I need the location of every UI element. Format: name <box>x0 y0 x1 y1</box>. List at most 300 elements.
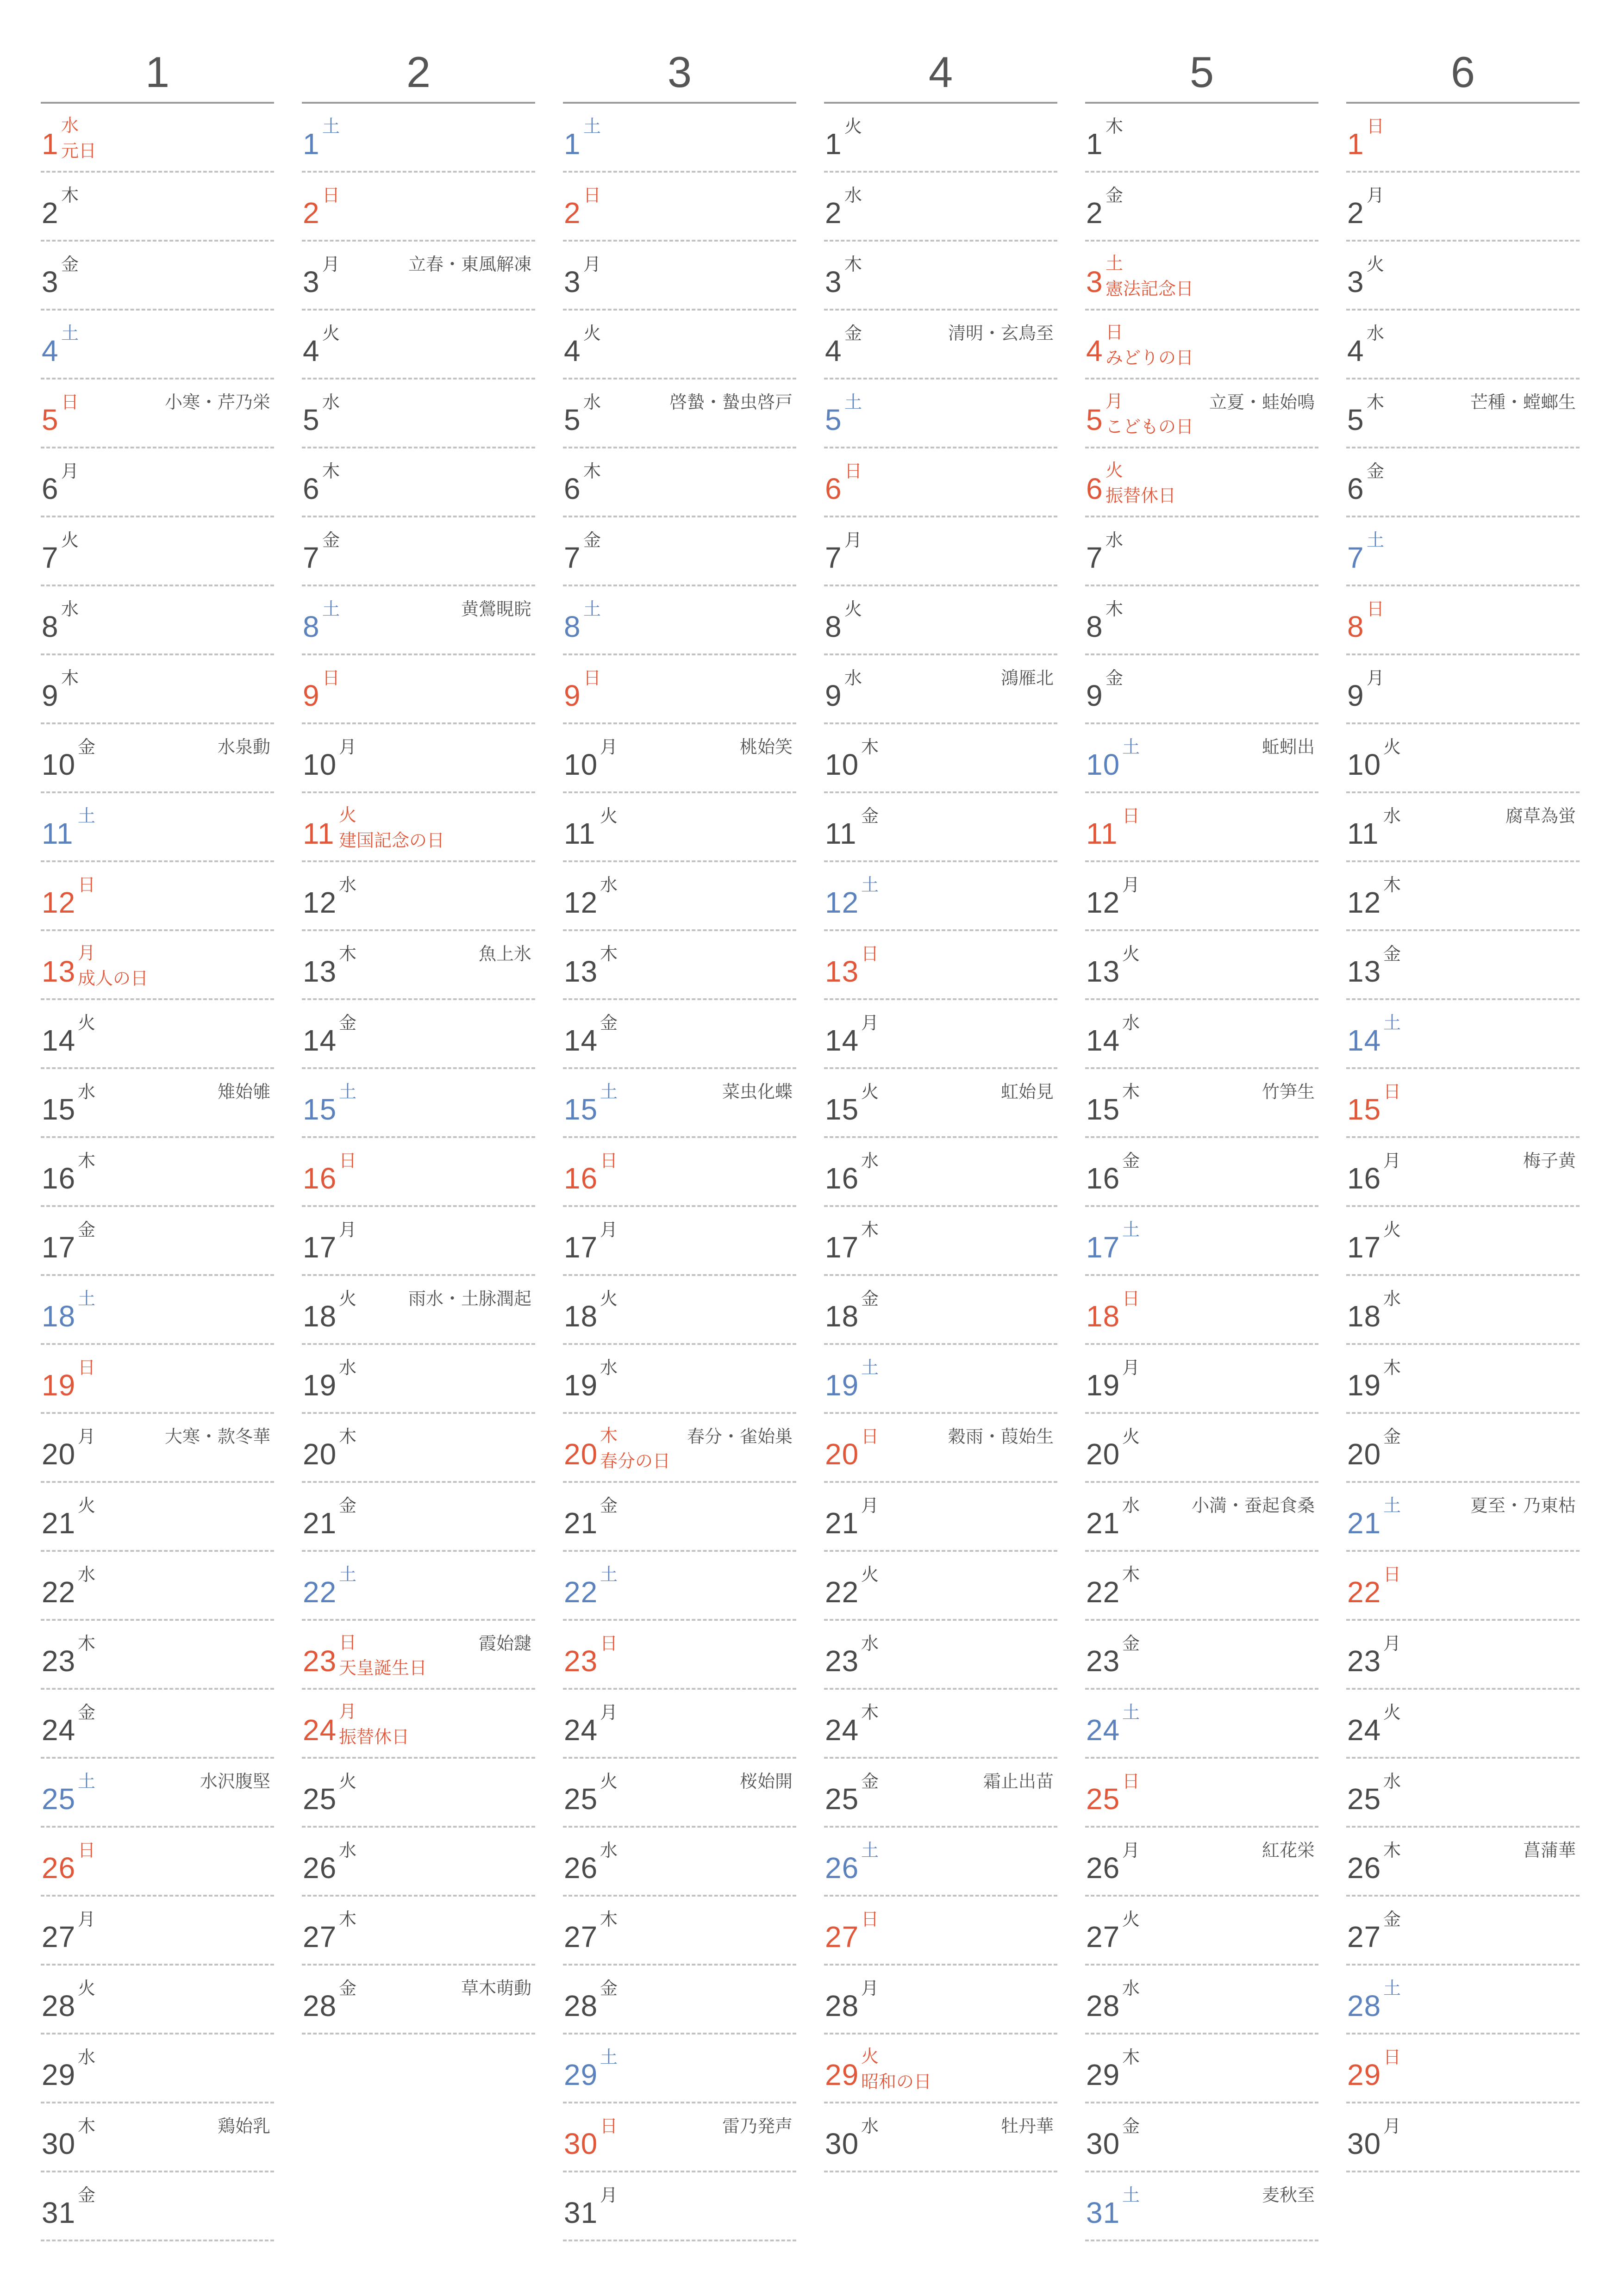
day-number: 24 <box>825 1713 859 1747</box>
weekday-label: 火 <box>1122 944 1140 964</box>
seasonal-term: 穀雨・葭始生 <box>948 1426 1054 1447</box>
day-number: 10 <box>1347 748 1381 781</box>
weekday-label: 月 <box>600 1702 618 1723</box>
day-number: 5 <box>825 403 842 436</box>
weekday-label: 土 <box>1122 2185 1140 2205</box>
weekday-label: 木 <box>78 1633 96 1654</box>
weekday-label: 木 <box>78 1151 96 1171</box>
day-row <box>563 1759 796 1828</box>
weekday-label: 火 <box>1383 1220 1401 1240</box>
seasonal-term: 蚯蚓出 <box>1262 737 1315 757</box>
day-row <box>41 1069 274 1138</box>
day-row <box>1085 655 1318 724</box>
day-number: 16 <box>303 1162 337 1195</box>
day-number: 7 <box>42 541 59 574</box>
day-number: 3 <box>1086 265 1103 299</box>
day-number: 27 <box>825 1920 859 1954</box>
weekday-label: 水 <box>583 392 601 412</box>
seasonal-term: 黄鶯睍睆 <box>461 599 531 619</box>
weekday-label: 土 <box>1383 1013 1401 1033</box>
day-number: 2 <box>42 196 59 230</box>
day-row <box>563 311 796 380</box>
day-number: 2 <box>303 196 320 230</box>
day-number: 25 <box>1347 1782 1381 1816</box>
day-row <box>563 2103 796 2172</box>
seasonal-term: 草木萌動 <box>461 1978 531 1998</box>
weekday-label: 月 <box>78 1426 96 1447</box>
day-number: 22 <box>564 1575 598 1609</box>
day-number: 17 <box>825 1231 859 1264</box>
seasonal-term: 鴻雁北 <box>1000 668 1054 688</box>
weekday-label: 火 <box>322 323 340 343</box>
holiday-name: こどもの日 <box>1106 417 1194 437</box>
weekday-label: 月 <box>1383 1151 1401 1171</box>
weekday-label: 日 <box>1106 322 1124 342</box>
day-number: 6 <box>42 472 59 505</box>
day-number: 3 <box>42 265 59 299</box>
day-row <box>1085 104 1318 173</box>
day-row <box>41 1276 274 1345</box>
seasonal-term: 腐草為蛍 <box>1505 806 1576 826</box>
day-number: 21 <box>303 1506 337 1540</box>
day-row <box>41 1483 274 1552</box>
day-number: 22 <box>1347 1575 1381 1609</box>
weekday-label: 水 <box>78 1564 96 1585</box>
weekday-label: 木 <box>861 1702 879 1723</box>
weekday-label: 木 <box>1122 1082 1140 1102</box>
month-title: 6 <box>1346 43 1580 104</box>
day-number: 3 <box>1347 265 1364 299</box>
day-row <box>41 1828 274 1897</box>
day-row <box>1346 1414 1580 1483</box>
day-row <box>1346 586 1580 655</box>
day-row <box>302 1690 535 1759</box>
weekday-label: 月 <box>1383 1633 1401 1654</box>
day-row <box>302 242 535 311</box>
day-row <box>1085 2035 1318 2103</box>
weekday-label: 火 <box>1122 1426 1140 1447</box>
month-title: 3 <box>563 43 796 104</box>
day-number: 29 <box>42 2058 76 2091</box>
day-number: 22 <box>303 1575 337 1609</box>
month-title: 4 <box>824 43 1057 104</box>
weekday-label: 水 <box>1383 806 1401 826</box>
weekday-label: 月 <box>1383 2116 1401 2136</box>
weekday-label: 土 <box>1367 530 1385 550</box>
day-row <box>1346 1000 1580 1069</box>
day-number: 13 <box>1347 955 1381 988</box>
seasonal-term: 小寒・芹乃栄 <box>164 392 270 412</box>
day-row <box>824 1276 1057 1345</box>
day-row <box>824 1690 1057 1759</box>
day-number: 14 <box>825 1024 859 1057</box>
weekday-label: 月 <box>861 1978 879 1998</box>
seasonal-term: 雨水・土脉潤起 <box>408 1288 531 1309</box>
month-column-6 <box>1346 43 1580 2172</box>
weekday-label: 土 <box>861 1357 879 1378</box>
weekday-label: 金 <box>1106 668 1124 688</box>
day-row <box>563 1069 796 1138</box>
day-row <box>563 2172 796 2241</box>
weekday-label: 金 <box>1367 461 1385 481</box>
day-number: 30 <box>825 2127 859 2160</box>
weekday-label: 水 <box>844 668 862 688</box>
day-number: 18 <box>1086 1300 1120 1333</box>
weekday-label: 火 <box>1122 1909 1140 1929</box>
weekday-label: 日 <box>861 944 879 964</box>
day-row <box>563 1690 796 1759</box>
day-number: 18 <box>1347 1300 1381 1333</box>
seasonal-term: 虹始見 <box>1000 1082 1054 1102</box>
weekday-label: 月 <box>339 1701 357 1722</box>
weekday-label: 日 <box>1122 1288 1140 1309</box>
day-row <box>563 862 796 931</box>
weekday-label: 金 <box>600 1013 618 1033</box>
weekday-label: 木 <box>1106 599 1124 619</box>
weekday-label: 金 <box>339 1495 357 1516</box>
day-row <box>302 586 535 655</box>
day-row <box>563 1483 796 1552</box>
day-number: 27 <box>564 1920 598 1954</box>
day-number: 1 <box>42 127 59 161</box>
day-number: 21 <box>1347 1506 1381 1540</box>
day-number: 11 <box>303 817 335 850</box>
day-number: 9 <box>1086 679 1103 712</box>
weekday-label: 月 <box>1367 185 1385 205</box>
weekday-label: 月 <box>78 943 96 963</box>
day-row <box>302 1069 535 1138</box>
weekday-label: 月 <box>322 254 340 274</box>
weekday-label: 土 <box>339 1082 357 1102</box>
day-row <box>824 793 1057 862</box>
weekday-label: 木 <box>600 944 618 964</box>
day-row <box>563 1138 796 1207</box>
weekday-label: 木 <box>583 461 601 481</box>
weekday-label: 日 <box>339 1151 357 1171</box>
day-row <box>824 1828 1057 1897</box>
weekday-label: 火 <box>78 1013 96 1033</box>
day-row <box>824 104 1057 173</box>
day-number: 28 <box>825 1989 859 2022</box>
day-number: 4 <box>825 334 842 367</box>
weekday-label: 月 <box>861 1013 879 1033</box>
month-column-2 <box>302 43 535 2035</box>
day-row <box>1085 1069 1318 1138</box>
weekday-label: 日 <box>600 2116 618 2136</box>
weekday-label: 水 <box>61 115 79 136</box>
weekday-label: 土 <box>861 1840 879 1860</box>
day-number: 26 <box>825 1851 859 1885</box>
seasonal-term: 桃始笑 <box>739 737 793 757</box>
day-number: 23 <box>42 1644 76 1678</box>
weekday-label: 水 <box>78 1082 96 1102</box>
weekday-label: 日 <box>1122 1771 1140 1792</box>
day-row <box>1346 2103 1580 2172</box>
weekday-label: 火 <box>861 2046 879 2066</box>
seasonal-term: 清明・玄鳥至 <box>948 323 1054 343</box>
day-number: 16 <box>564 1162 598 1195</box>
day-row <box>1346 1069 1580 1138</box>
weekday-label: 金 <box>339 1978 357 1998</box>
seasonal-term: 鶏始乳 <box>217 2116 270 2136</box>
day-number: 1 <box>825 127 842 161</box>
day-row <box>41 1759 274 1828</box>
weekday-label: 日 <box>322 185 340 205</box>
day-number: 9 <box>564 679 581 712</box>
month-title: 2 <box>302 43 535 104</box>
weekday-label: 月 <box>583 254 601 274</box>
weekday-label: 日 <box>78 1357 96 1378</box>
day-number: 28 <box>1086 1989 1120 2022</box>
day-number: 20 <box>1086 1437 1120 1471</box>
day-number: 21 <box>42 1506 76 1540</box>
day-number: 16 <box>1347 1162 1381 1195</box>
weekday-label: 金 <box>1122 1633 1140 1654</box>
day-number: 27 <box>1086 1920 1120 1954</box>
day-row <box>1346 242 1580 311</box>
weekday-label: 水 <box>600 875 618 895</box>
day-number: 23 <box>1086 1644 1120 1678</box>
day-row <box>302 1000 535 1069</box>
day-number: 25 <box>825 1782 859 1816</box>
weekday-label: 土 <box>600 1564 618 1585</box>
day-row <box>41 1966 274 2035</box>
day-number: 19 <box>303 1369 337 1402</box>
day-number: 5 <box>1086 403 1103 436</box>
weekday-label: 水 <box>1106 530 1124 550</box>
seasonal-term: 菖蒲華 <box>1523 1840 1576 1860</box>
day-number: 5 <box>1347 403 1364 436</box>
day-row <box>824 517 1057 586</box>
month-column-3 <box>563 43 796 2241</box>
day-row <box>824 1207 1057 1276</box>
day-row <box>824 1966 1057 2035</box>
weekday-label: 木 <box>61 668 79 688</box>
day-number: 15 <box>1086 1093 1120 1126</box>
day-number: 10 <box>825 748 859 781</box>
weekday-label: 木 <box>844 254 862 274</box>
day-number: 11 <box>42 817 74 850</box>
day-row <box>1085 1759 1318 1828</box>
day-row <box>824 2103 1057 2172</box>
day-number: 10 <box>303 748 337 781</box>
day-number: 27 <box>1347 1920 1381 1954</box>
day-number: 4 <box>303 334 320 367</box>
weekday-label: 火 <box>339 805 357 825</box>
weekday-label: 土 <box>844 392 862 412</box>
day-number: 9 <box>42 679 59 712</box>
day-row <box>302 1483 535 1552</box>
seasonal-term: 水沢腹堅 <box>200 1771 270 1792</box>
weekday-label: 火 <box>600 806 618 826</box>
day-number: 28 <box>1347 1989 1381 2022</box>
day-row <box>1085 448 1318 517</box>
day-number: 11 <box>825 817 857 850</box>
day-row <box>563 1000 796 1069</box>
weekday-label: 土 <box>78 806 96 826</box>
weekday-label: 水 <box>844 185 862 205</box>
day-number: 1 <box>1347 127 1364 161</box>
day-row <box>563 104 796 173</box>
day-number: 2 <box>564 196 581 230</box>
day-row <box>302 517 535 586</box>
month-column-4 <box>824 43 1057 2172</box>
weekday-label: 土 <box>861 875 879 895</box>
day-number: 10 <box>1086 748 1120 781</box>
day-row <box>1085 242 1318 311</box>
day-number: 22 <box>42 1575 76 1609</box>
seasonal-term: 牡丹華 <box>1000 2116 1054 2136</box>
day-number: 19 <box>1086 1369 1120 1402</box>
weekday-label: 火 <box>339 1771 357 1792</box>
weekday-label: 日 <box>1367 116 1385 137</box>
weekday-label: 土 <box>1383 1978 1401 1998</box>
day-row <box>41 2035 274 2103</box>
day-number: 19 <box>42 1369 76 1402</box>
day-number: 4 <box>1086 334 1103 367</box>
weekday-label: 木 <box>861 737 879 757</box>
day-row <box>563 1897 796 1966</box>
day-row <box>1346 517 1580 586</box>
weekday-label: 土 <box>322 116 340 137</box>
day-number: 5 <box>42 403 59 436</box>
day-number: 17 <box>564 1231 598 1264</box>
day-number: 20 <box>303 1437 337 1471</box>
day-row <box>1346 1690 1580 1759</box>
day-row <box>41 242 274 311</box>
day-number: 4 <box>564 334 581 367</box>
weekday-label: 土 <box>322 599 340 619</box>
weekday-label: 木 <box>339 1426 357 1447</box>
day-number: 6 <box>564 472 581 505</box>
weekday-label: 火 <box>78 1978 96 1998</box>
day-row <box>1085 1483 1318 1552</box>
day-number: 23 <box>303 1644 337 1678</box>
day-number: 25 <box>42 1782 76 1816</box>
day-number: 3 <box>825 265 842 299</box>
day-row <box>824 448 1057 517</box>
weekday-label: 月 <box>1367 668 1385 688</box>
weekday-label: 月 <box>1122 1357 1140 1378</box>
holiday-name: 建国記念の日 <box>339 830 445 851</box>
weekday-label: 木 <box>322 461 340 481</box>
weekday-label: 木 <box>61 185 79 205</box>
day-row <box>302 1207 535 1276</box>
day-row <box>1346 1552 1580 1621</box>
weekday-label: 金 <box>78 1702 96 1723</box>
day-row <box>824 1621 1057 1690</box>
weekday-label: 月 <box>1106 391 1124 411</box>
day-row <box>302 931 535 1000</box>
weekday-label: 金 <box>1106 185 1124 205</box>
weekday-label: 金 <box>78 2185 96 2205</box>
weekday-label: 水 <box>339 1357 357 1378</box>
weekday-label: 月 <box>339 1220 357 1240</box>
weekday-label: 木 <box>339 944 357 964</box>
weekday-label: 水 <box>78 2047 96 2067</box>
day-row <box>563 2035 796 2103</box>
day-row <box>1085 586 1318 655</box>
weekday-label: 月 <box>600 737 618 757</box>
day-number: 24 <box>1347 1713 1381 1747</box>
day-row <box>41 173 274 242</box>
day-row <box>1346 724 1580 793</box>
day-row <box>1346 1897 1580 1966</box>
day-row <box>302 1828 535 1897</box>
day-row <box>563 793 796 862</box>
weekday-label: 日 <box>1383 1082 1401 1102</box>
day-row <box>1085 311 1318 380</box>
day-row <box>1346 1276 1580 1345</box>
day-row <box>302 173 535 242</box>
day-number: 24 <box>303 1713 337 1747</box>
day-row <box>824 173 1057 242</box>
day-row <box>41 931 274 1000</box>
day-row <box>1085 931 1318 1000</box>
day-number: 30 <box>42 2127 76 2160</box>
day-row <box>1085 793 1318 862</box>
seasonal-term: 水泉動 <box>217 737 270 757</box>
weekday-label: 火 <box>78 1495 96 1516</box>
holiday-name: 振替休日 <box>339 1727 410 1747</box>
weekday-label: 木 <box>1383 875 1401 895</box>
seasonal-term: 竹笋生 <box>1262 1082 1315 1102</box>
day-row <box>824 1069 1057 1138</box>
day-row <box>302 862 535 931</box>
day-row <box>824 586 1057 655</box>
day-row <box>824 1483 1057 1552</box>
weekday-label: 木 <box>1122 1564 1140 1585</box>
day-number: 18 <box>825 1300 859 1333</box>
weekday-label: 金 <box>861 1288 879 1309</box>
day-row <box>1085 724 1318 793</box>
day-number: 24 <box>1086 1713 1120 1747</box>
weekday-label: 日 <box>583 668 601 688</box>
day-row <box>302 448 535 517</box>
day-row <box>1085 1000 1318 1069</box>
weekday-label: 日 <box>600 1151 618 1171</box>
seasonal-term: 魚上氷 <box>478 944 531 964</box>
weekday-label: 水 <box>1383 1288 1401 1309</box>
day-row <box>563 1345 796 1414</box>
day-row <box>824 1138 1057 1207</box>
day-row <box>302 1414 535 1483</box>
day-number: 31 <box>564 2196 598 2229</box>
seasonal-term: 紅花栄 <box>1262 1840 1315 1860</box>
weekday-label: 月 <box>1122 875 1140 895</box>
weekday-label: 火 <box>861 1564 879 1585</box>
day-row <box>302 380 535 448</box>
day-row <box>563 655 796 724</box>
holiday-name: 元日 <box>61 141 97 161</box>
day-row <box>824 862 1057 931</box>
day-number: 7 <box>564 541 581 574</box>
day-number: 17 <box>42 1231 76 1264</box>
day-number: 20 <box>825 1437 859 1471</box>
day-row <box>824 2035 1057 2103</box>
weekday-label: 火 <box>1383 737 1401 757</box>
seasonal-term: 桜始開 <box>739 1771 793 1792</box>
day-number: 5 <box>564 403 581 436</box>
day-row <box>41 448 274 517</box>
day-row <box>1085 2172 1318 2241</box>
day-row <box>1085 173 1318 242</box>
weekday-label: 金 <box>600 1978 618 1998</box>
weekday-label: 土 <box>78 1771 96 1792</box>
day-row <box>41 862 274 931</box>
day-row <box>824 1759 1057 1828</box>
weekday-label: 水 <box>322 392 340 412</box>
